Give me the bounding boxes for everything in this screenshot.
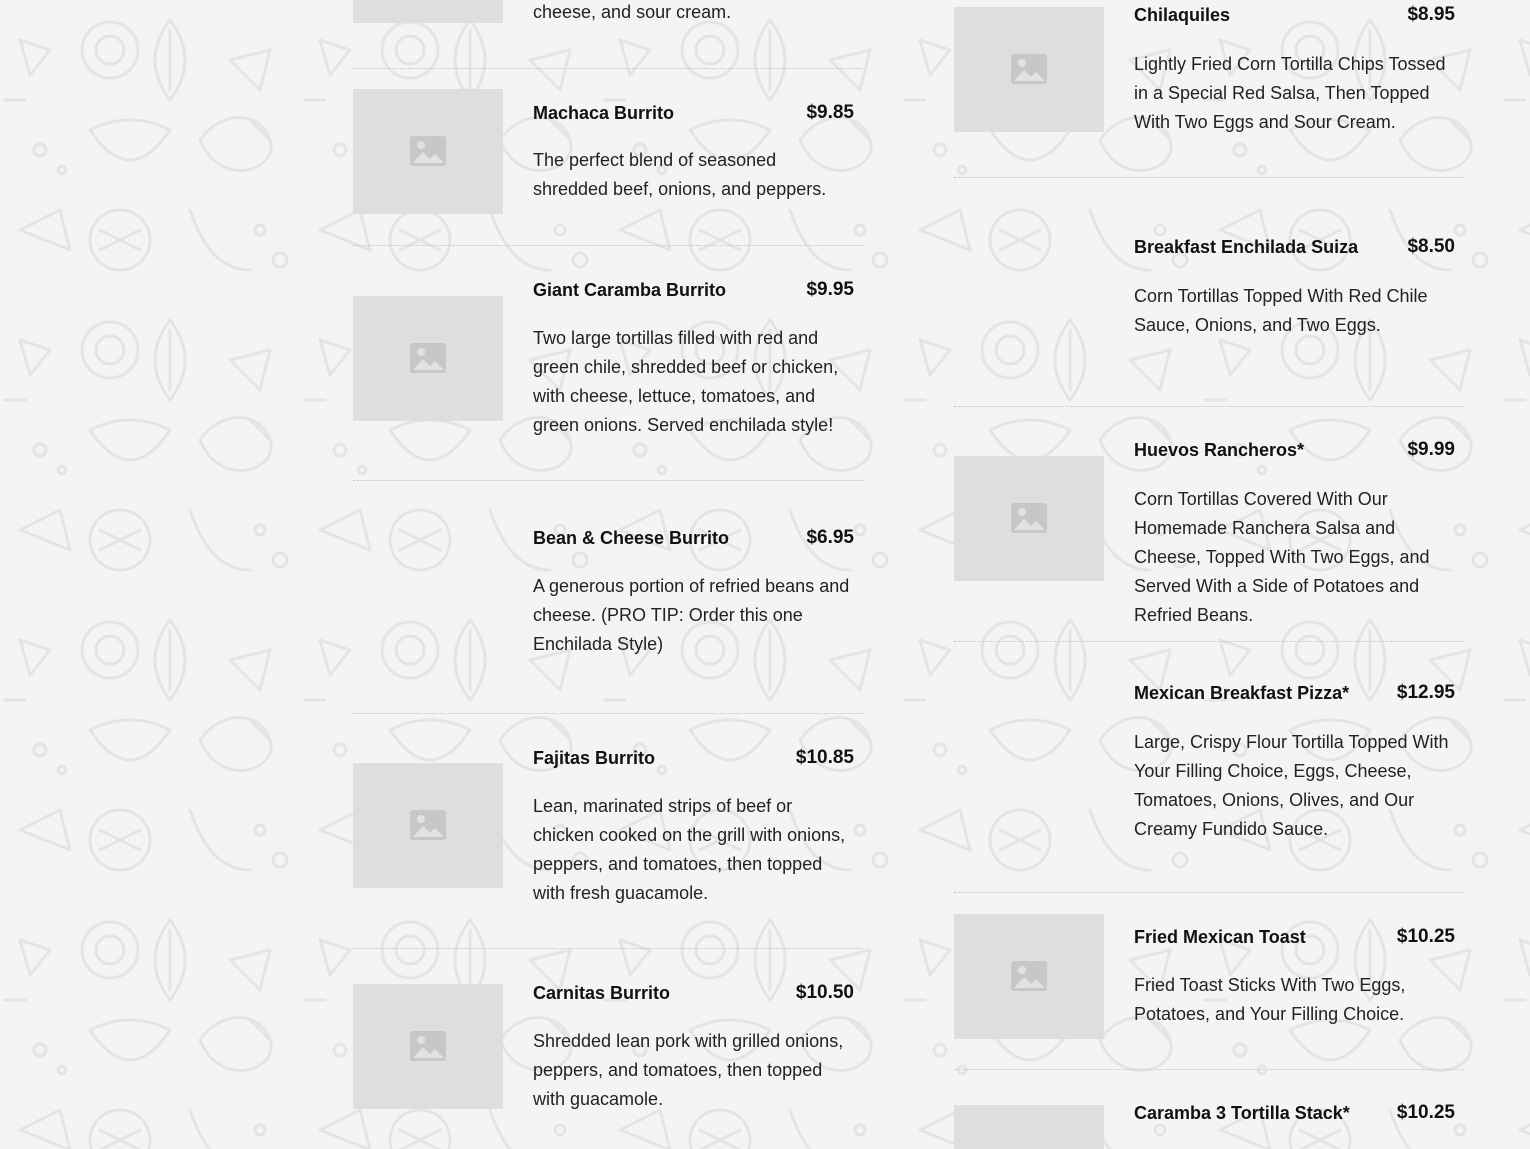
item-name: Giant Caramba Burrito (533, 280, 727, 300)
menu-divider (954, 1069, 1464, 1070)
menu-item (353, 89, 863, 239)
menu-divider (353, 245, 863, 246)
item-name: Chilaquiles (1134, 5, 1231, 25)
item-price: $9.99 (1407, 439, 1455, 460)
menu-item (954, 1090, 1464, 1149)
item-price: $10.25 (1396, 926, 1455, 947)
menu-item (954, 224, 1464, 394)
menu-divider (353, 68, 863, 69)
image-placeholder-icon (409, 340, 447, 376)
menu-item (954, 670, 1464, 880)
item-description: Two large tortillas filled with red and green chile, shredded beef or chicken, with cheese, lettuce, tomatoes, and green onions. Served enchilada style! (533, 328, 839, 435)
item-image-placeholder (954, 914, 1104, 1039)
item-price: $9.85 (806, 102, 854, 123)
image-placeholder-icon (409, 133, 447, 169)
item-price: $6.95 (806, 527, 854, 548)
menu-item (353, 734, 863, 934)
item-description: A generous portion of refried beans and cheese. (PRO TIP: Order this one Enchilada Style) (533, 576, 850, 654)
item-image-placeholder (353, 763, 503, 888)
item-price: $8.50 (1407, 236, 1455, 257)
item-price: $8.95 (1407, 4, 1455, 25)
menu-item (353, 0, 863, 68)
item-description: Corn Tortillas Topped With Red Chile Sauce, Onions, and Two Eggs. (1134, 286, 1428, 335)
item-price: $10.85 (795, 747, 854, 768)
menu-item (353, 514, 863, 694)
item-description: Fried Toast Sticks With Two Eggs, Potatoes, and Your Filling Choice. (1134, 975, 1406, 1024)
item-image-placeholder (353, 0, 503, 23)
item-description: The perfect blend of seasoned shredded beef, onions, and peppers. (533, 150, 827, 199)
item-name: Huevos Rancheros* (1134, 440, 1305, 460)
image-placeholder-icon (409, 1028, 447, 1064)
menu-divider (954, 641, 1464, 642)
item-image-placeholder (954, 456, 1104, 581)
item-description: Corn Tortillas Covered With Our Homemade Ranchera Salsa and Cheese, Topped With Two Eggs, and Served With a Side of Potatoes and Refried Beans. (1134, 489, 1430, 625)
item-image-placeholder (954, 1105, 1104, 1149)
menu-item (353, 969, 863, 1149)
menu-item (954, 914, 1464, 1064)
item-description: cheese, and sour cream. (533, 2, 732, 22)
item-image-placeholder (353, 296, 503, 421)
item-price: $10.25 (1396, 1102, 1455, 1123)
menu-divider (353, 713, 863, 714)
image-placeholder-icon (1010, 958, 1048, 994)
menu-divider (954, 406, 1464, 407)
item-description: Shredded lean pork with grilled onions, peppers, and tomatoes, then topped with guacamole. (533, 1031, 844, 1109)
image-placeholder-icon (1010, 51, 1048, 87)
image-placeholder-icon (1010, 500, 1048, 536)
item-name: Machaca Burrito (533, 103, 675, 123)
menu-divider (353, 480, 863, 481)
item-price: $9.95 (806, 279, 854, 300)
item-description: Lean, marinated strips of beef or chicken cooked on the grill with onions, peppers, and tomatoes, then topped with fresh guacamole. (533, 796, 846, 903)
item-description: Large, Crispy Flour Tortilla Topped With Your Filling Choice, Eggs, Cheese, Tomatoes, Onions, Olives, and Our Creamy Fundido Sauce. (1134, 732, 1449, 839)
item-price: $10.50 (795, 982, 854, 1003)
item-name: Breakfast Enchilada Suiza (1134, 237, 1359, 257)
menu-item (353, 266, 863, 466)
item-name: Fried Mexican Toast (1134, 927, 1306, 947)
menu-divider (954, 892, 1464, 893)
menu-item (954, 0, 1464, 177)
item-image-placeholder (954, 7, 1104, 132)
item-name: Carnitas Burrito (533, 983, 671, 1003)
item-price: $12.95 (1396, 682, 1455, 703)
item-name: Bean & Cheese Burrito (533, 528, 730, 548)
item-name: Caramba 3 Tortilla Stack* (1134, 1103, 1350, 1123)
item-name: Fajitas Burrito (533, 748, 656, 768)
image-placeholder-icon (409, 807, 447, 843)
menu-divider (954, 177, 1464, 178)
menu-item (954, 427, 1464, 627)
item-description: Lightly Fried Corn Tortilla Chips Tossed in a Special Red Salsa, Then Topped With Two Eggs and Sour Cream. (1134, 54, 1446, 132)
item-name: Mexican Breakfast Pizza* (1134, 683, 1350, 703)
menu-divider (353, 948, 863, 949)
item-image-placeholder (353, 984, 503, 1109)
item-image-placeholder (353, 89, 503, 214)
